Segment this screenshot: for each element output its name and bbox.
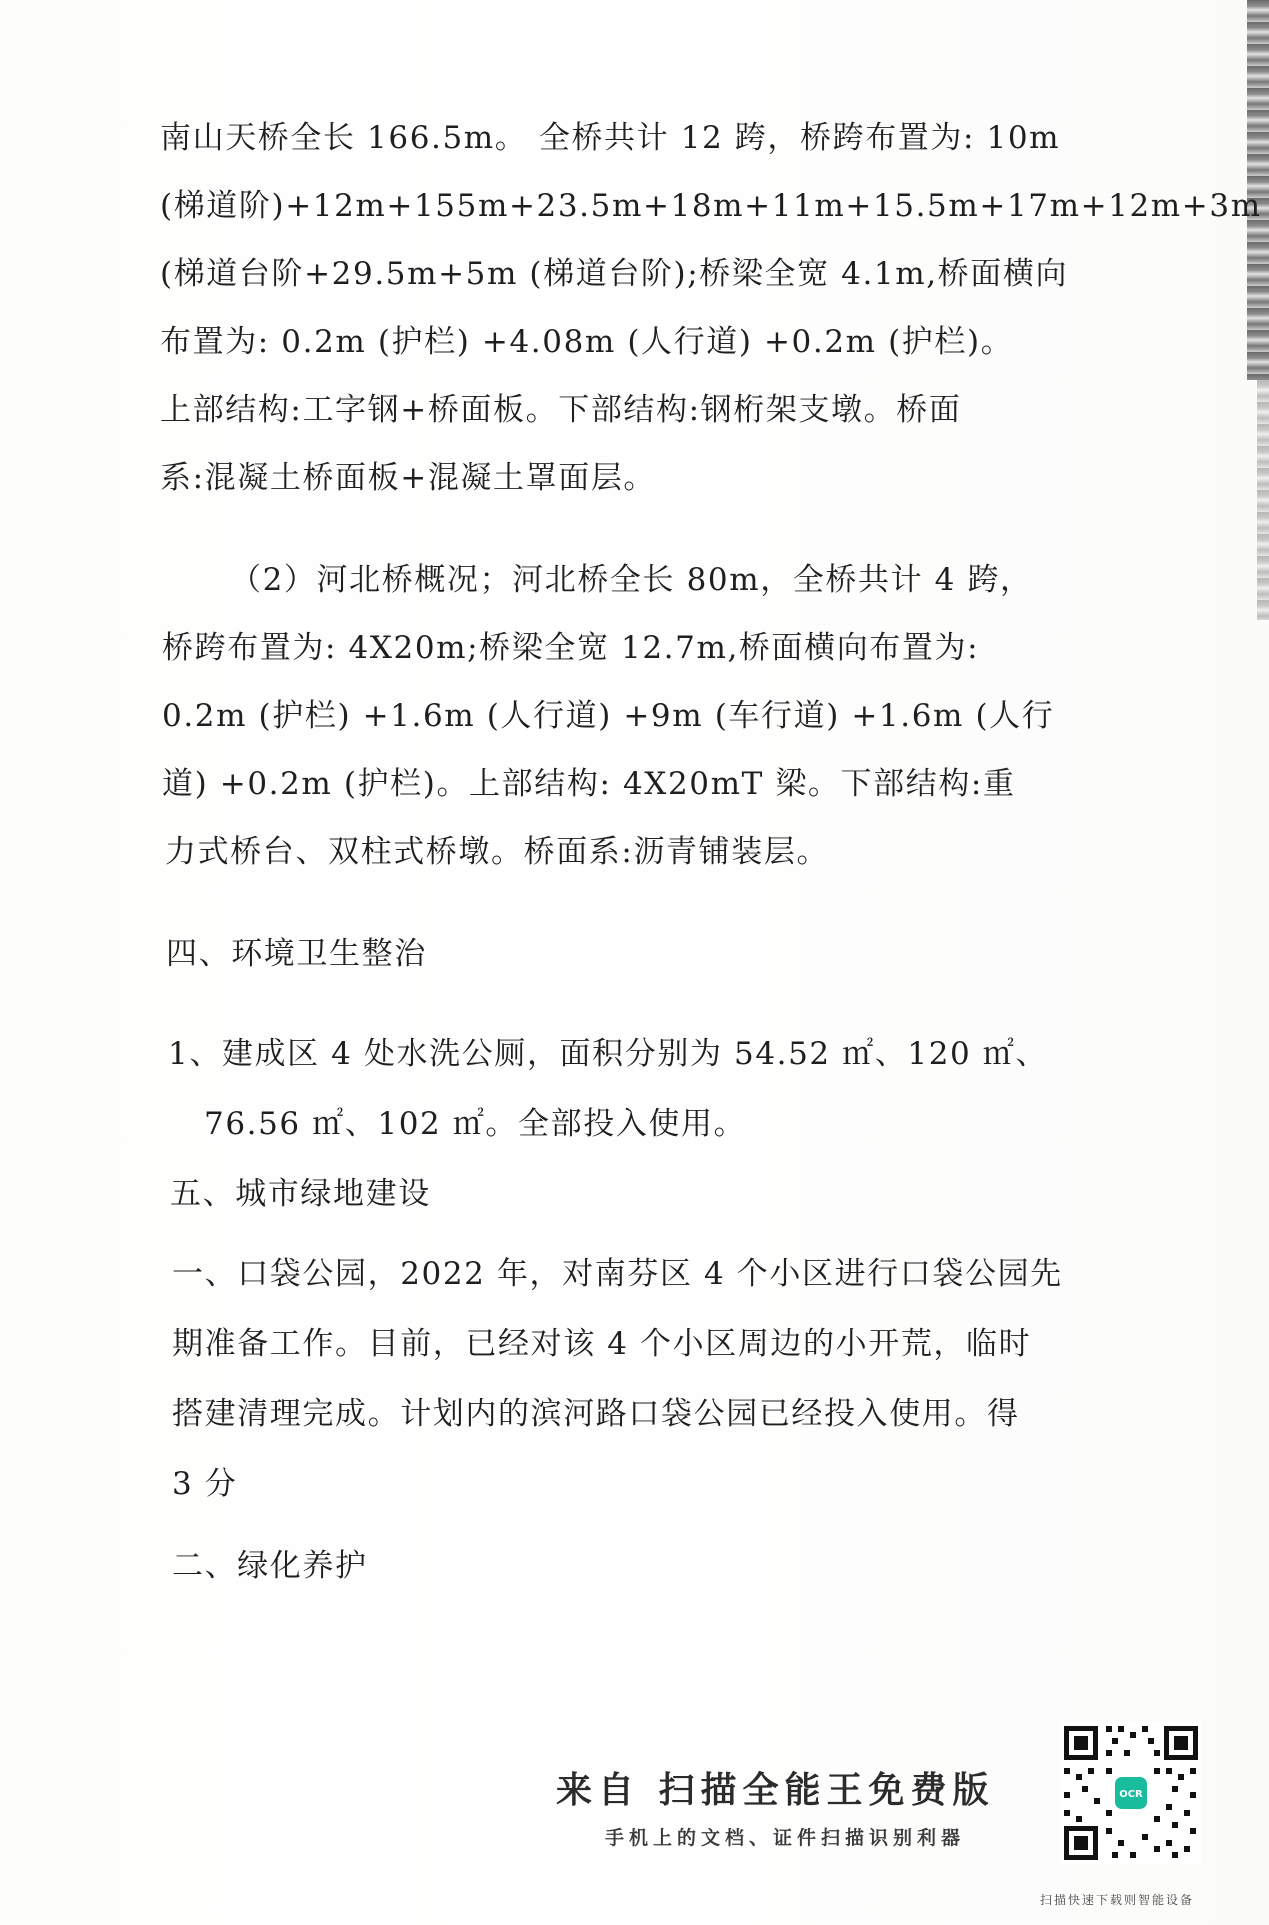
qr-badge-label: OCR bbox=[1119, 1789, 1143, 1800]
qr-caption: 扫描快速下载则智能设备 bbox=[1040, 1893, 1195, 1907]
text-line: 搭建清理完成。计划内的滨河路口袋公园已经投入使用。得 bbox=[172, 1396, 1020, 1432]
text-line: 布置为: 0.2m (护栏) +4.08m (人行道) +0.2m (护栏)。 bbox=[160, 324, 1014, 360]
text-line: 76.56 ㎡、102 ㎡。全部投入使用。 bbox=[204, 1106, 747, 1142]
text-line: 期准备工作。目前，已经对该 4 个小区周边的小开荒，临时 bbox=[172, 1326, 1032, 1362]
section-heading: 四、环境卫生整治 bbox=[166, 936, 427, 972]
text-line: 道) +0.2m (护栏)。上部结构: 4X20mT 梁。下部结构:重 bbox=[162, 766, 1016, 802]
text-line: （2）河北桥概况；河北桥全长 80m，全桥共计 4 跨， bbox=[230, 562, 1033, 598]
qr-code-icon bbox=[1060, 1722, 1202, 1864]
text-line: 一、口袋公园，2022 年，对南芬区 4 个小区进行口袋公园先 bbox=[172, 1256, 1063, 1292]
scan-edge-shadow-lower bbox=[1257, 380, 1269, 620]
text-line: 系:混凝土桥面板+混凝土罩面层。 bbox=[160, 460, 657, 496]
text-line: (梯道阶)+12m+155m+23.5m+18m+11m+15.5m+17m+12m+3m bbox=[160, 188, 1262, 224]
section-heading: 五、城市绿地建设 bbox=[170, 1176, 431, 1212]
camscanner-watermark-subtitle: 手机上的文档、证件扫描识别利器 bbox=[605, 1827, 966, 1849]
text-line: (梯道台阶+29.5m+5m (梯道台阶);桥梁全宽 4.1m,桥面横向 bbox=[160, 256, 1069, 292]
text-line: 1、建成区 4 处水洗公厕，面积分别为 54.52 ㎡、120 ㎡、 bbox=[168, 1036, 1049, 1072]
text-line: 3 分 bbox=[172, 1466, 238, 1502]
text-line: 桥跨布置为: 4X20m;桥梁全宽 12.7m,桥面横向布置为: bbox=[162, 630, 980, 666]
text-line: 0.2m (护栏) +1.6m (人行道) +9m (车行道) +1.6m (人行 bbox=[162, 698, 1055, 734]
section-heading: 二、绿化养护 bbox=[172, 1548, 368, 1584]
text-line: 上部结构:工字钢+桥面板。下部结构:钢桁架支墩。桥面 bbox=[160, 392, 962, 428]
text-line: 力式桥台、双柱式桥墩。桥面系:沥青铺装层。 bbox=[165, 834, 830, 870]
text-line: 南山天桥全长 166.5m。 全桥共计 12 跨，桥跨布置为: 10m bbox=[160, 120, 1061, 156]
camscanner-watermark-title: 来自 扫描全能王免费版 bbox=[556, 1770, 995, 1811]
